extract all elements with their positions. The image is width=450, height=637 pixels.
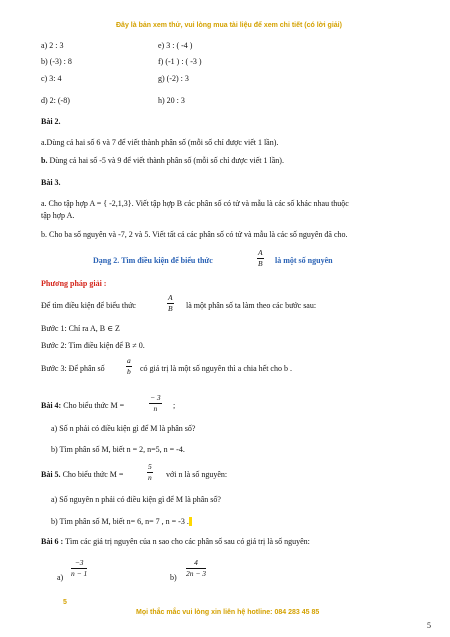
ex1-g: g) (-2) : 3 bbox=[158, 74, 189, 83]
ex1-a: a) 2 : 3 bbox=[41, 41, 64, 50]
bai6-title: Bài 6 : bbox=[41, 537, 64, 546]
method-step2: Bước 2: Tìm điều kiện để B ≠ 0. bbox=[41, 341, 145, 350]
bai2-b-text: Dùng cả hai số -5 và 9 để viết thành phân số (mỗi số chỉ được viết 1 lần). bbox=[47, 156, 284, 165]
bai2-b bbox=[41, 157, 284, 165]
bai4-intro bbox=[41, 402, 124, 410]
bai6-a-fraction bbox=[71, 559, 87, 577]
ex1-h: h) 20 : 3 bbox=[158, 96, 185, 105]
bai5-intro-text: Cho biểu thức M = bbox=[60, 470, 124, 479]
bai4-frac-num: − 3 bbox=[150, 393, 161, 402]
bai6-intro-text: Tìm các giá trị nguyên của n sao cho các phân số sau có giá trị là số nguyên: bbox=[63, 537, 310, 546]
bai6-b-label: b) bbox=[170, 573, 177, 582]
highlight-mark bbox=[189, 517, 192, 526]
ex1-d: d) 2: (-8) bbox=[41, 96, 70, 105]
ex1-e: e) 3 : ( -4 ) bbox=[158, 41, 193, 50]
bai4-b: b) Tìm phân số M, biết n = 2, n=5, n = -4. bbox=[51, 445, 185, 454]
bai5-b-text: b) Tìm phân số M, biết n= 6, n= 7 , n = -3 . bbox=[51, 517, 189, 526]
dang2-frac-num: A bbox=[258, 248, 263, 257]
bai4-frac-den: n bbox=[149, 403, 162, 413]
bai5-frac-den: n bbox=[148, 472, 152, 482]
page-number: 5 bbox=[427, 621, 431, 630]
dang2-title-prefix: Dạng 2. Tìm điều kiện để biểu thức bbox=[93, 256, 213, 265]
bai3-b: b. Cho ba số nguyên và -7, 2 và 5. Viết tất cả các phân số có tử và mẫu là các số nguyên đã cho. bbox=[41, 230, 348, 239]
ex1-c: c) 3: 4 bbox=[41, 74, 62, 83]
bai4-tail: ; bbox=[173, 401, 176, 410]
method-line1-prefix: Để tìm điều kiện để biểu thức bbox=[41, 301, 136, 310]
hotline-banner: Mọi thắc mắc vui lòng xin liên hệ hotline: 084 283 45 85 bbox=[136, 609, 320, 616]
bai2-a: a.Dùng cả hai số 6 và 7 để viết thành phân số (mỗi số chỉ được viết 1 lần). bbox=[41, 138, 279, 147]
bai3-a-line1: a. Cho tập hợp A = { -2,1,3}. Viết tập hợp B các phân số có tử và mẫu là các số khác nhau thuộc bbox=[41, 199, 349, 208]
method-line1-num: A bbox=[168, 293, 173, 302]
dang2-frac-den: B bbox=[258, 258, 263, 268]
method-step3-prefix: Bước 3: Để phân số bbox=[41, 364, 105, 373]
bai4-fraction bbox=[149, 394, 162, 412]
method-step3-fraction bbox=[126, 357, 132, 375]
dang2-fraction bbox=[257, 249, 264, 267]
bai5-tail: với n là số nguyên: bbox=[166, 470, 228, 479]
bai6-a-den: n − 1 bbox=[71, 568, 88, 578]
method-line1-suffix: là một phân số ta làm theo các bước sau: bbox=[186, 301, 317, 310]
ex1-f: f) (-1 ) : ( -3 ) bbox=[158, 57, 202, 66]
bai5-intro bbox=[41, 471, 123, 479]
bai3-a-line2: tập hợp A. bbox=[41, 211, 75, 220]
bai6-a-num: −3 bbox=[74, 558, 84, 567]
bai5-title: Bài 5. bbox=[41, 470, 61, 479]
footer-left-number: 5 bbox=[63, 599, 67, 606]
dang2-title-suffix: là một số nguyên bbox=[275, 256, 333, 265]
bai4-intro-text: Cho biểu thức M = bbox=[61, 401, 125, 410]
method-step3-num: a bbox=[127, 356, 131, 365]
bai6-b-den: 2n − 3 bbox=[186, 568, 207, 578]
bai5-frac-num: 5 bbox=[148, 462, 152, 471]
bai4-a: a) Số n phải có điều kiện gì để M là phân số? bbox=[51, 424, 196, 433]
ex1-b: b) (-3) : 8 bbox=[41, 57, 72, 66]
preview-banner: Đây là bản xem thử, vui lòng mua tài liệu để xem chi tiết (có lời giải) bbox=[116, 22, 342, 29]
bai3-title: Bài 3. bbox=[41, 178, 61, 187]
bai2-title: Bài 2. bbox=[41, 117, 61, 126]
method-heading: Phương pháp giải : bbox=[41, 279, 107, 288]
method-step1: Bước 1: Chỉ ra A, B ∈ Z bbox=[41, 324, 120, 333]
bai6-a-label: a) bbox=[57, 573, 64, 582]
bai5-a: a) Số nguyên n phải có điều kiện gì để M là phân số? bbox=[51, 495, 221, 504]
bai6-intro bbox=[41, 538, 310, 546]
bai5-fraction bbox=[147, 463, 153, 481]
method-step3-suffix: có giá trị là một số nguyên thì a chia hết cho b . bbox=[140, 364, 292, 373]
bai4-title: Bài 4: bbox=[41, 401, 62, 410]
method-line1-fraction bbox=[167, 294, 174, 312]
bai5-b bbox=[51, 517, 192, 526]
bai2-b-prefix: b. bbox=[41, 156, 48, 165]
method-line1-den: B bbox=[168, 303, 173, 313]
bai6-b-fraction bbox=[186, 559, 206, 577]
bai6-b-num: 4 bbox=[194, 558, 198, 567]
method-step3-den: b bbox=[127, 366, 131, 376]
